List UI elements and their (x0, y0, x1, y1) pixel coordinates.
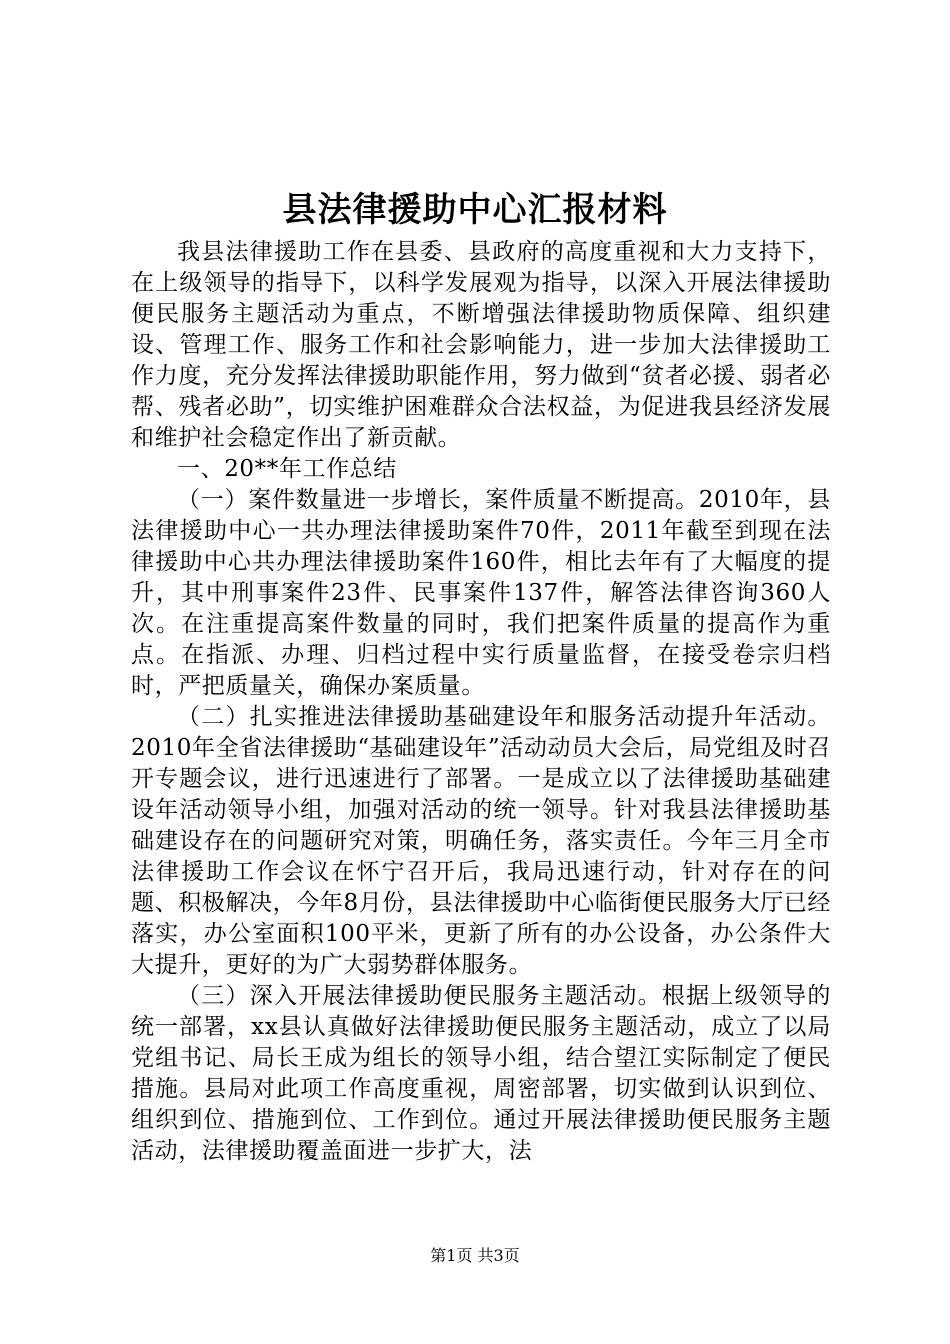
paragraph-service-campaign: （三）深入开展法律援助便民服务主题活动。根据上级领导的统一部署，xx县认真做好法律援助便民服务主题活动，成立了以局党组书记、局长王成为组长的领导小组，结合望江实际制定了便民措施。县局对此项工作高度重视，周密部署，切实做到认识到位、组织到位、措施到位、工作到位。通过开展法律援助便民服务主题活动，法律援助覆盖面进一步扩大，法 (131, 983, 831, 1164)
paragraph-intro: 我县法律援助工作在县委、县政府的高度重视和大力支持下，在上级领导的指导下，以科学发展观为指导，以深入开展法律援助便民服务主题活动为重点，不断增强法律援助物质保障、组织建设、管理工作、服务工作和社会影响能力，进一步加大法律援助工作力度，充分发挥法律援助职能作用，努力做到“贫者必援、弱者必帮、残者必助”，切实维护困难群众合法权益，为促进我县经济发展和维护社会稳定作出了新贡献。 (131, 239, 831, 451)
section-heading: 一、20**年工作总结 (177, 456, 397, 482)
paragraph-infrastructure: （二）扎实推进法律援助基础建设年和服务活动提升年活动。2010年全省法律援助“基础建设年”活动动员大会后，局党组及时召开专题会议，进行迅速进行了部署。一是成立以了法律援助基础建设年活动领导小组，加强对活动的统一领导。针对我县法律援助基础建设存在的问题研究对策，明确任务，落实责任。今年三月全市法律援助工作会议在怀宁召开后，我局迅速行动，针对存在的问题、积极解决，今年8月份，县法律援助中心临街便民服务大厅已经落实，办公室面积100平米，更新了所有的办公设备，办公条件大大提升，更好的为广大弱势群体服务。 (131, 704, 831, 978)
page-footer: 第1页 共3页 (430, 1246, 520, 1265)
paragraph-cases: （一）案件数量进一步增长，案件质量不断提高。2010年，县法律援助中心一共办理法律援助案件70件，2011年截至到现在法律援助中心共办理法律援助案件160件，相比去年有了大幅度的提升，其中刑事案件23件、民事案件137件，解答法律咨询360人次。在注重提高案件数量的同时，我们把案件质量的提高作为重点。在指派、办理、归档过程中实行质量监督，在接受卷宗归档时，严把质量关，确保办案质量。 (131, 487, 831, 699)
document-body (131, 237, 831, 1167)
document-title: 县法律援助中心汇报材料 (282, 190, 668, 230)
